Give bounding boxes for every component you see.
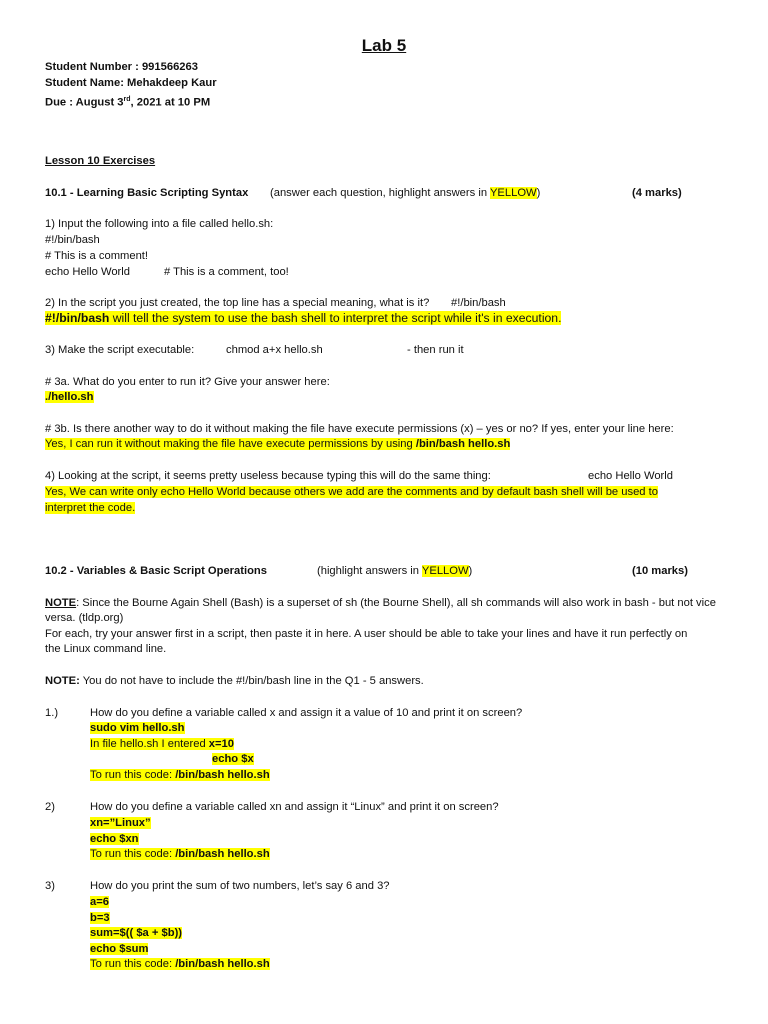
q2-2-number: 2) [45, 801, 55, 813]
q2-1-answer-3: echo $x [212, 753, 254, 765]
note-2: NOTE: You do not have to include the #!/bin/bash line in the Q1 - 5 answers. [45, 675, 424, 687]
q2-code: #!/bin/bash [451, 297, 506, 309]
q1-line-2: # This is a comment! [45, 250, 149, 262]
q3b-text: # 3b. Is there another way to do it without making the file have execute permissions (x) – yes or no? If yes, enter your line here: [45, 423, 674, 435]
q4-cmd: echo Hello World [588, 470, 673, 482]
q2-2-answer-2: echo $xn [90, 833, 139, 845]
note-1-line-1: NOTE: Since the Bourne Again Shell (Bash) is a superset of sh (the Bourne Shell), all sh commands will also work in bash - but not vice [45, 597, 716, 609]
q3-cmd: chmod a+x hello.sh [226, 344, 323, 356]
section-10-2-instructions: (highlight answers in YELLOW) [317, 565, 473, 577]
q2-3-number: 3) [45, 880, 55, 892]
section-10-1-heading: 10.1 - Learning Basic Scripting Syntax [45, 187, 249, 199]
q2-2-text: How do you define a variable called xn and assign it “Linux” and print it on screen? [90, 801, 499, 813]
q1-line-0: 1) Input the following into a file called hello.sh: [45, 218, 274, 230]
q2-2-answer-1: xn=”Linux” [90, 817, 151, 829]
q2-3-answer-4: echo $sum [90, 943, 149, 955]
student-number: Student Number : 991566263 [45, 61, 198, 73]
q2-1-answer-4: To run this code: /bin/bash hello.sh [90, 769, 270, 781]
q2-3-answer-2: b=3 [90, 912, 110, 924]
q2-3-text: How do you print the sum of two numbers, let’s say 6 and 3? [90, 880, 390, 892]
q2-1-answer-2: In file hello.sh I entered x=10 [90, 738, 234, 750]
q3-tail: - then run it [407, 344, 464, 356]
q3-text: 3) Make the script executable: [45, 344, 195, 356]
due-date: Due : August 3rd, 2021 at 10 PM [45, 96, 211, 109]
section-10-2-marks: (10 marks) [632, 565, 688, 577]
q2-2-answer-3: To run this code: /bin/bash hello.sh [90, 848, 270, 860]
q3a-answer: ./hello.sh [45, 391, 94, 403]
note-1-line-3: For each, try your answer first in a script, then paste it in here. A user should be able to take your lines and have it run perfectly on [45, 628, 688, 640]
page-title: Lab 5 [361, 36, 407, 55]
q2-answer: #!/bin/bash will tell the system to use the bash shell to interpret the script while it's in execution. [45, 311, 562, 325]
note-1-line-4: the Linux command line. [45, 643, 167, 655]
lesson-heading: Lesson 10 Exercises [45, 155, 156, 167]
q3b-answer: Yes, I can run it without making the file have execute permissions by using /bin/bash hello.sh [45, 438, 511, 450]
q4-answer-line-2: interpret the code. [45, 502, 136, 514]
q2-text: 2) In the script you just created, the top line has a special meaning, what is it? [45, 297, 430, 309]
q4-text: 4) Looking at the script, it seems pretty useless because typing this will do the same thing: [45, 470, 491, 482]
q2-1-number: 1.) [45, 707, 59, 719]
section-10-1-instructions: (answer each question, highlight answers in YELLOW) [270, 187, 541, 199]
q2-1-answer-1: sudo vim hello.sh [90, 722, 185, 734]
note-1-line-2: versa. (tldp.org) [45, 612, 124, 624]
q4-answer-line-1: Yes, We can write only echo Hello World because others we add are the comments and by default bash shell will be used to [45, 486, 658, 498]
q2-1-text: How do you define a variable called x and assign it a value of 10 and print it on screen? [90, 707, 523, 719]
q2-3-answer-1: a=6 [90, 896, 109, 908]
section-10-2-heading: 10.2 - Variables & Basic Script Operations [45, 565, 267, 577]
q1-echo: echo Hello World [45, 266, 130, 278]
q1-comment: # This is a comment, too! [164, 266, 289, 278]
q2-3-answer-5: To run this code: /bin/bash hello.sh [90, 958, 270, 970]
q2-3-answer-3: sum=$(( $a + $b)) [90, 927, 183, 939]
q3a-text: # 3a. What do you enter to run it? Give your answer here: [45, 376, 330, 388]
q1-line-1: #!/bin/bash [45, 234, 100, 246]
student-name: Student Name: Mehakdeep Kaur [45, 77, 217, 89]
section-10-1-marks: (4 marks) [632, 187, 682, 199]
